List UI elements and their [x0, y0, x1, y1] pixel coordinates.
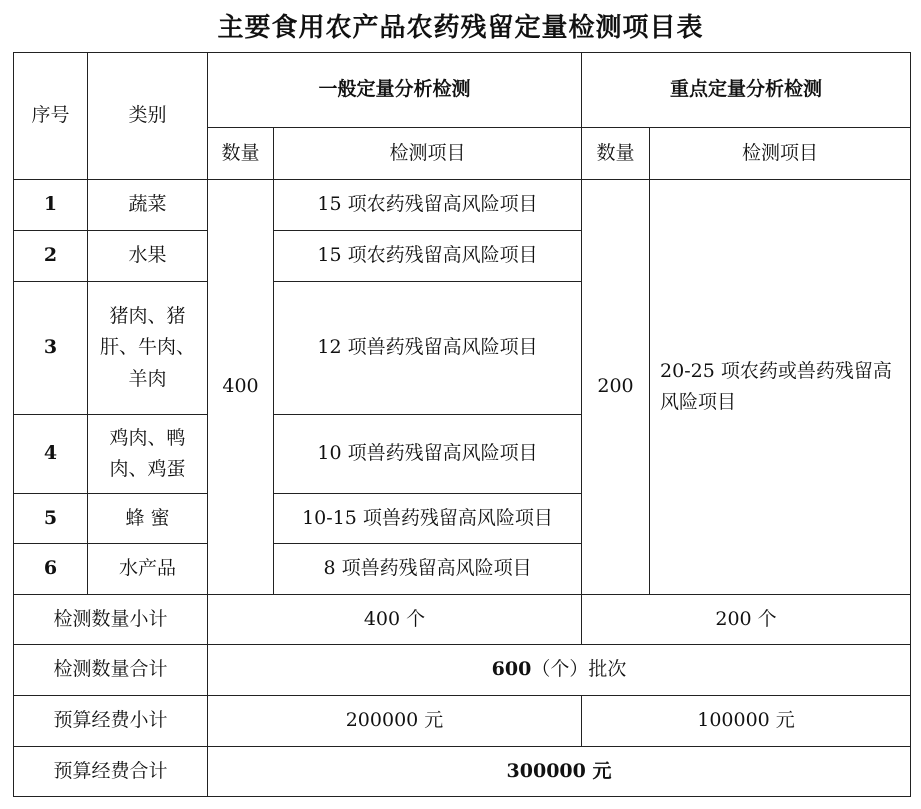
row-items: 8 项兽药残留高风险项目 [274, 544, 582, 595]
count-total-row [14, 645, 911, 696]
row-category: 蜂 蜜 [88, 494, 208, 544]
budget-total-label: 预算经费合计 [14, 747, 208, 797]
key-quantity-cell: 200 [582, 180, 650, 595]
count-subtotal-label: 检测数量小计 [14, 595, 208, 645]
row-category: 蔬菜 [88, 180, 208, 231]
header-general-analysis: 一般定量分析检测 [208, 53, 582, 128]
budget-subtotal-row [14, 696, 911, 747]
header-key-quantity: 数量 [582, 128, 650, 180]
row-category: 猪肉、猪肝、牛肉、羊肉 [88, 282, 208, 415]
header-general-items: 检测项目 [274, 128, 582, 180]
header-seq: 序号 [14, 53, 88, 180]
row-category: 鸡肉、鸭肉、鸡蛋 [88, 415, 208, 494]
row-seq: 5 [14, 494, 88, 544]
row-seq: 2 [14, 231, 88, 282]
count-subtotal-general: 400 个 [208, 595, 582, 645]
header-key-items: 检测项目 [650, 128, 911, 180]
row-items: 15 项农药残留高风险项目 [274, 180, 582, 231]
header-general-quantity: 数量 [208, 128, 274, 180]
header-key-analysis: 重点定量分析检测 [582, 53, 911, 128]
pesticide-testing-table [13, 52, 911, 797]
row-items: 10 项兽药残留高风险项目 [274, 415, 582, 494]
count-total-number: 600 [491, 658, 532, 681]
table-row [14, 180, 911, 231]
budget-subtotal-label: 预算经费小计 [14, 696, 208, 747]
row-seq: 4 [14, 415, 88, 494]
row-items: 12 项兽药残留高风险项目 [274, 282, 582, 415]
row-category: 水产品 [88, 544, 208, 595]
header-category: 类别 [88, 53, 208, 180]
count-subtotal-key: 200 个 [582, 595, 911, 645]
count-total-unit: （个）批次 [531, 658, 627, 681]
budget-total-row [14, 747, 911, 797]
key-items-cell: 20-25 项农药或兽药残留高风险项目 [650, 180, 911, 595]
budget-subtotal-key: 100000 元 [582, 696, 911, 747]
budget-total-value: 300000 元 [208, 747, 911, 797]
row-seq: 6 [14, 544, 88, 595]
budget-subtotal-general: 200000 元 [208, 696, 582, 747]
general-quantity-cell: 400 [208, 180, 274, 595]
row-items: 15 项农药残留高风险项目 [274, 231, 582, 282]
row-seq: 1 [14, 180, 88, 231]
header-row-1 [14, 53, 911, 128]
count-total-value [208, 645, 911, 696]
row-category: 水果 [88, 231, 208, 282]
table-title: 主要食用农产品农药残留定量检测项目表 [217, 13, 704, 43]
row-items: 10-15 项兽药残留高风险项目 [274, 494, 582, 544]
count-total-label: 检测数量合计 [14, 645, 208, 696]
count-subtotal-row [14, 595, 911, 645]
row-seq: 3 [14, 282, 88, 415]
